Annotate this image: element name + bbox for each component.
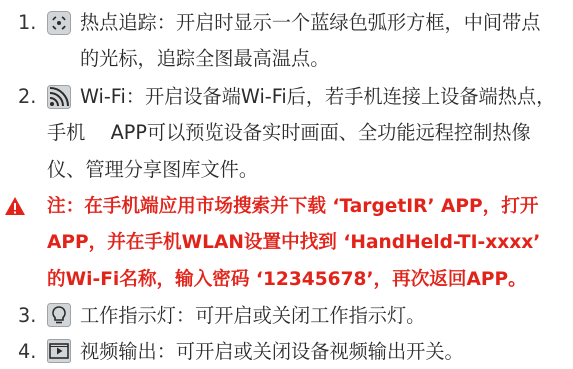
item-number: 4. (18, 340, 37, 363)
item-text-line: Wi-Fi：开启设备端Wi-Fi后，若手机连接上设备端热点， (80, 85, 556, 108)
note-line: 的Wi-Fi名称，输入密码 ‘12345678’，再次返回APP。 (47, 269, 527, 290)
indicator-light-icon (47, 303, 71, 327)
video-output-icon (47, 339, 71, 363)
warning-icon (4, 196, 26, 216)
wifi-icon (47, 85, 71, 109)
item-text-line: 视频输出：可开启或关闭设备视频输出开关。 (80, 340, 464, 363)
item-number: 1. (18, 11, 37, 34)
item-text-line: 手机 APP可以预览设备实时画面、全功能远程控制热像 (47, 121, 531, 144)
note-line: APP，并在手机WLAN设置中找到 ‘HandHeld-TI-xxxx’ (47, 232, 541, 253)
item-text-line: 的光标，追踪全图最高温点。 (80, 47, 330, 70)
item-text-line: 工作指示灯：可开启或关闭工作指示灯。 (80, 304, 426, 327)
item-number: 2. (18, 85, 37, 108)
note-line: 注：在手机端应用市场搜索并下载 ‘TargetIR’ APP，打开 (47, 196, 539, 217)
hotspot-tracking-icon (47, 11, 71, 35)
item-text-line: 仪、管理分享图库文件。 (47, 158, 259, 181)
item-text-line: 热点追踪：开启时显示一个蓝绿色弧形方框，中间带点 (80, 11, 541, 34)
item-number: 3. (18, 304, 37, 327)
